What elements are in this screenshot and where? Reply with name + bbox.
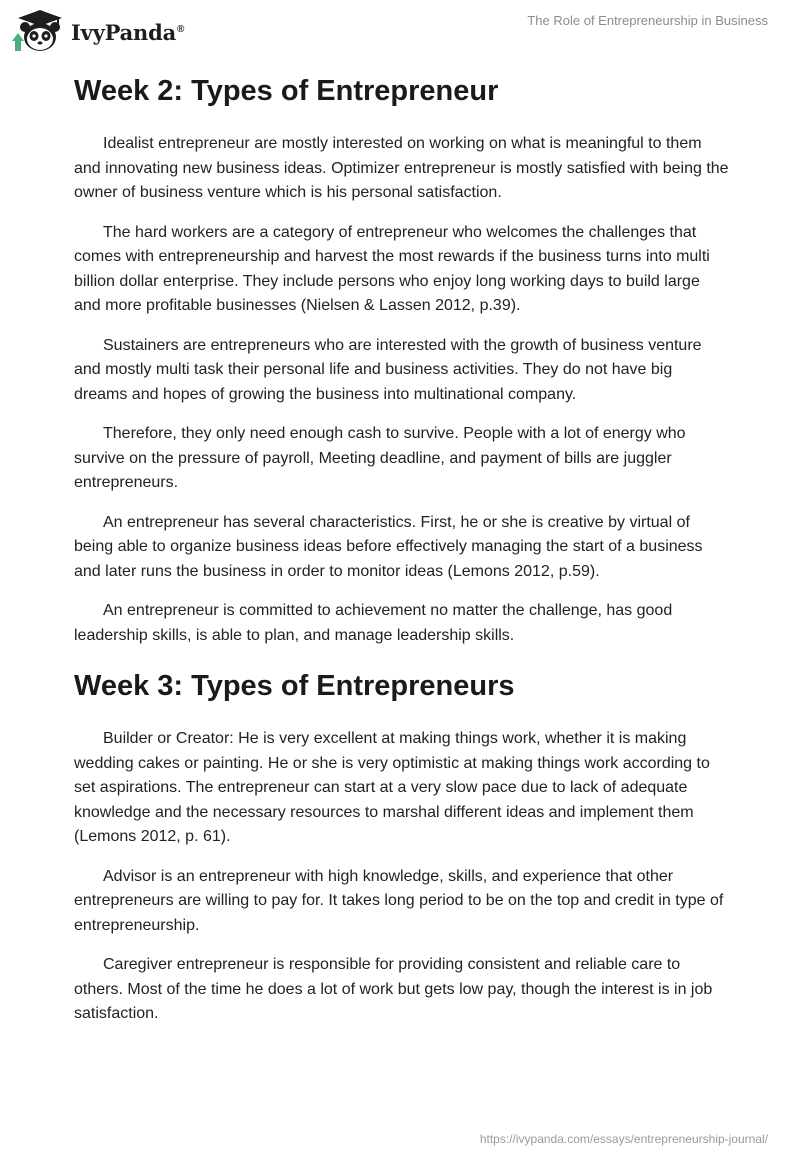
document-body bbox=[74, 72, 730, 1042]
paragraph: Caregiver entrepreneur is responsible for providing consistent and reliable care to others. Most of the time he does a lot of work but gets low pay, though the interest is in job satisfaction. bbox=[74, 956, 713, 1022]
paragraph: Therefore, they only need enough cash to survive. People with a lot of energy who survive on the pressure of payroll, Meeting deadline, and payment of bills are juggler entrepreneurs. bbox=[74, 425, 686, 491]
paragraph: Sustainers are entrepreneurs who are interested with the growth of business venture and mostly multi task their personal life and business activities. They do not have big dreams and hopes of growing the business into multinational company. bbox=[74, 336, 702, 403]
panda-logo-icon bbox=[12, 7, 68, 55]
paragraph: Builder or Creator: He is very excellent at making things work, whether it is making wedding cakes or painting. He or she is very optimistic at making things work according to set aspirations. The entrepreneur can start at a very slow pace due to lack of adequate knowledge and the necessary resources to marshal different ideas and implement them (Lemons 2012, p. 61). bbox=[74, 730, 710, 845]
paragraph: Advisor is an entrepreneur with high knowledge, skills, and experience that other entrepreneurs are willing to pay for. It takes long period to be on the top and credit in type of entrepreneurship. bbox=[74, 867, 724, 934]
paragraph: The hard workers are a category of entrepreneur who welcomes the challenges that comes with entrepreneurship and harvest the most rewards if the business turns into multi billion dollar enterprise. They include persons who enjoy long working days to build large and more profitable businesses (Nielsen & Lassen 2012, p.39). bbox=[74, 223, 710, 314]
section-week-2 bbox=[74, 72, 730, 648]
brand-name: IvyPanda® bbox=[71, 19, 185, 45]
paragraph: An entrepreneur is committed to achievement no matter the challenge, has good leadership skills, is able to plan, and manage leadership skills. bbox=[74, 602, 673, 644]
source-url-link[interactable]: https://ivypanda.com/essays/entrepreneurship-journal/ bbox=[479, 1132, 768, 1146]
brand-logo[interactable] bbox=[12, 7, 184, 55]
section-heading: Week 3: Types of Entrepreneurs bbox=[74, 670, 515, 702]
section-week-3 bbox=[74, 667, 730, 1027]
section-heading: Week 2: Types of Entrepreneur bbox=[74, 75, 499, 107]
paragraph: An entrepreneur has several characteristics. First, he or she is creative by virtual of being able to organize business ideas before effectively managing the start of a business and later runs the business in order to monitor ideas (Lemons 2012, p.59). bbox=[74, 513, 703, 580]
paragraph: Idealist entrepreneur are mostly interested on working on what is meaningful to them and innovating new business ideas. Optimizer entrepreneur is mostly satisfied with being the owner of business venture which is his personal satisfaction. bbox=[74, 135, 729, 201]
document-title: The Role of Entrepreneurship in Business bbox=[527, 13, 768, 28]
page-header bbox=[0, 0, 800, 60]
